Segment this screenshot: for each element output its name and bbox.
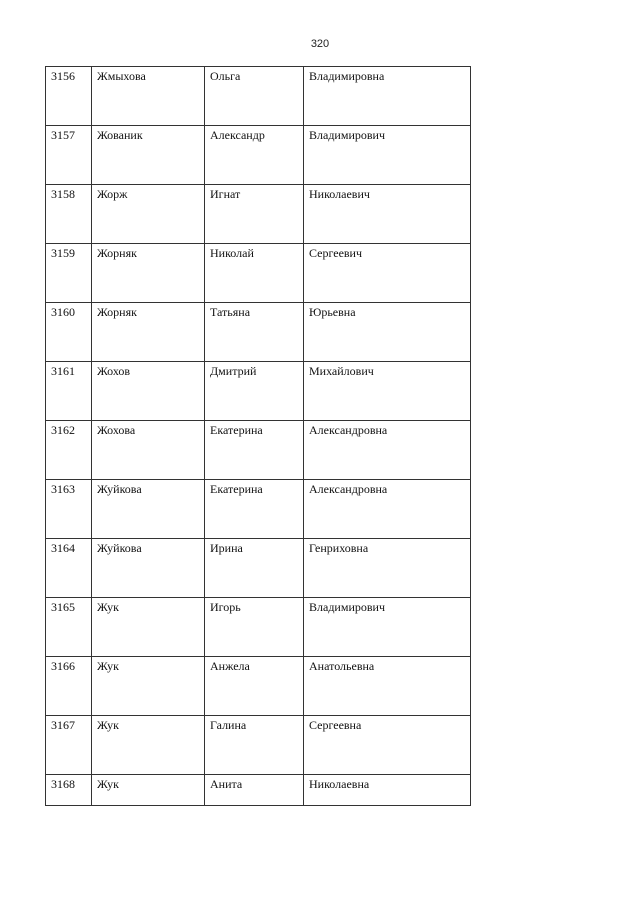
table-row	[46, 303, 471, 362]
page-number: 320	[310, 38, 330, 50]
first-name-cell: Николай	[205, 244, 304, 303]
patronymic-cell: Владимирович	[304, 126, 471, 185]
row-number-cell: 3161	[46, 362, 92, 421]
first-name-cell: Анжела	[205, 657, 304, 716]
patronymic-cell: Генриховна	[304, 539, 471, 598]
last-name-cell: Жорняк	[92, 244, 205, 303]
last-name-cell: Жохов	[92, 362, 205, 421]
first-name-cell: Екатерина	[205, 421, 304, 480]
patronymic-cell: Сергеевна	[304, 716, 471, 775]
first-name-cell: Татьяна	[205, 303, 304, 362]
last-name-cell: Жуйкова	[92, 539, 205, 598]
table-row	[46, 539, 471, 598]
row-number-cell: 3158	[46, 185, 92, 244]
first-name-cell: Екатерина	[205, 480, 304, 539]
row-number-cell: 3162	[46, 421, 92, 480]
row-number-cell: 3167	[46, 716, 92, 775]
table-row	[46, 421, 471, 480]
first-name-cell: Дмитрий	[205, 362, 304, 421]
row-number-cell: 3165	[46, 598, 92, 657]
first-name-cell: Игорь	[205, 598, 304, 657]
row-number-cell: 3156	[46, 67, 92, 126]
last-name-cell: Жук	[92, 657, 205, 716]
table-row	[46, 244, 471, 303]
patronymic-cell: Владимировна	[304, 67, 471, 126]
patronymic-cell: Владимирович	[304, 598, 471, 657]
table-row	[46, 362, 471, 421]
last-name-cell: Жук	[92, 716, 205, 775]
table-row	[46, 185, 471, 244]
row-number-cell: 3159	[46, 244, 92, 303]
patronymic-cell: Николаевна	[304, 775, 471, 806]
patronymic-cell: Юрьевна	[304, 303, 471, 362]
patronymic-cell: Анатольевна	[304, 657, 471, 716]
first-name-cell: Александр	[205, 126, 304, 185]
last-name-cell: Жорж	[92, 185, 205, 244]
row-number-cell: 3160	[46, 303, 92, 362]
last-name-cell: Жорняк	[92, 303, 205, 362]
last-name-cell: Жук	[92, 598, 205, 657]
last-name-cell: Жмыхова	[92, 67, 205, 126]
table-row	[46, 775, 471, 806]
table-row	[46, 657, 471, 716]
patronymic-cell: Николаевич	[304, 185, 471, 244]
first-name-cell: Ирина	[205, 539, 304, 598]
row-number-cell: 3157	[46, 126, 92, 185]
roster-table	[45, 66, 471, 806]
patronymic-cell: Александровна	[304, 480, 471, 539]
first-name-cell: Игнат	[205, 185, 304, 244]
table-row	[46, 67, 471, 126]
row-number-cell: 3164	[46, 539, 92, 598]
first-name-cell: Анита	[205, 775, 304, 806]
row-number-cell: 3163	[46, 480, 92, 539]
patronymic-cell: Александровна	[304, 421, 471, 480]
table-row	[46, 716, 471, 775]
first-name-cell: Галина	[205, 716, 304, 775]
patronymic-cell: Сергеевич	[304, 244, 471, 303]
row-number-cell: 3166	[46, 657, 92, 716]
table-row	[46, 598, 471, 657]
last-name-cell: Жук	[92, 775, 205, 806]
row-number-cell: 3168	[46, 775, 92, 806]
first-name-cell: Ольга	[205, 67, 304, 126]
last-name-cell: Жохова	[92, 421, 205, 480]
last-name-cell: Жуйкова	[92, 480, 205, 539]
last-name-cell: Жованик	[92, 126, 205, 185]
roster-table-body	[46, 67, 471, 806]
patronymic-cell: Михайлович	[304, 362, 471, 421]
table-row	[46, 480, 471, 539]
table-row	[46, 126, 471, 185]
